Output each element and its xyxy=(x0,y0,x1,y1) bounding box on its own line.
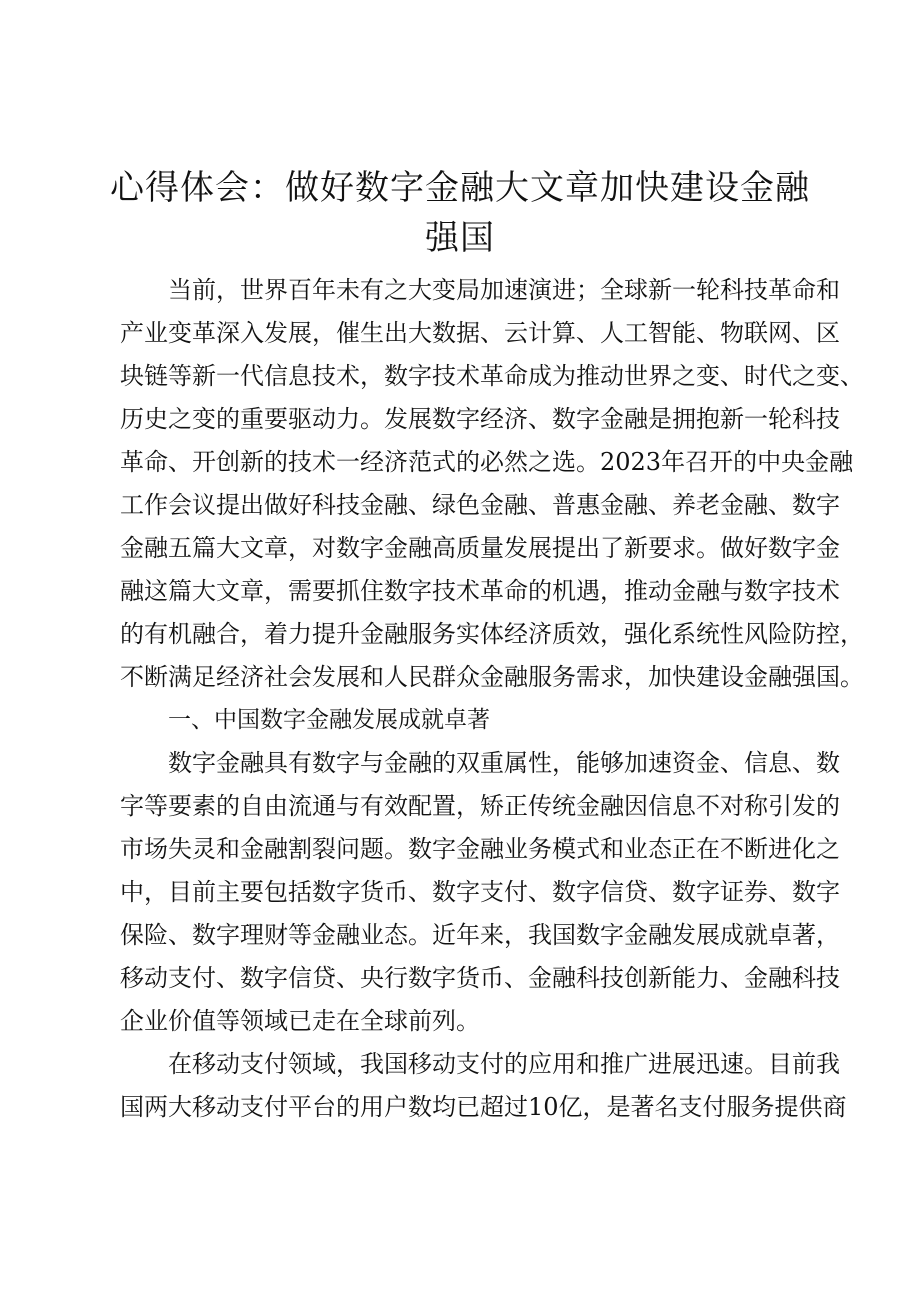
paragraph-3-line: 在移动支付领域，我国移动支付的应用和推广进展迅速。目前我 xyxy=(168,1050,840,1078)
paragraph-1-line: 革命、开创新的技术一经济范式的必然之选。2023年召开的中央金融 xyxy=(120,448,854,476)
paragraph-2-line: 市场失灵和金融割裂问题。数字金融业务模式和业态正在不断进化之 xyxy=(120,835,840,863)
paragraph-1-line: 工作会议提出做好科技金融、绿色金融、普惠金融、养老金融、数字 xyxy=(120,491,840,519)
paragraph-2-line: 移动支付、数字信贷、央行数字货币、金融科技创新能力、金融科技 xyxy=(120,964,840,992)
paragraph-1-line: 的有机融合，着力提升金融服务实体经济质效，强化系统性风险防控， xyxy=(120,620,864,648)
paragraph-1-line: 金融五篇大文章，对数字金融高质量发展提出了新要求。做好数字金 xyxy=(120,534,840,562)
paragraph-1-line: 产业变革深入发展，催生出大数据、云计算、人工智能、物联网、区 xyxy=(120,319,840,347)
paragraph-2-line: 企业价值等领域已走在全球前列。 xyxy=(120,1007,480,1035)
document-title-line-2: 强国 xyxy=(425,218,495,258)
paragraph-2-line: 字等要素的自由流通与有效配置，矫正传统金融因信息不对称引发的 xyxy=(120,792,840,820)
paragraph-1-line: 融这篇大文章，需要抓住数字技术革命的机遇，推动金融与数字技术 xyxy=(120,577,840,605)
paragraph-2-line: 数字金融具有数字与金融的双重属性，能够加速资金、信息、数 xyxy=(168,749,840,777)
document-title-line-1: 心得体会：做好数字金融大文章加快建设金融 xyxy=(110,168,810,208)
paragraph-1-line: 当前，世界百年未有之大变局加速演进；全球新一轮科技革命和 xyxy=(168,276,840,304)
paragraph-2-line: 保险、数字理财等金融业态。近年来，我国数字金融发展成就卓著， xyxy=(120,921,840,949)
section-heading-1: 一、中国数字金融发展成就卓著 xyxy=(168,707,490,733)
paragraph-1-line: 块链等新一代信息技术，数字技术革命成为推动世界之变、时代之变、 xyxy=(120,362,864,390)
paragraph-1-line: 不断满足经济社会发展和人民群众金融服务需求，加快建设金融强国。 xyxy=(120,663,864,691)
paragraph-3-line: 国两大移动支付平台的用户数均已超过10亿，是著名支付服务提供商 xyxy=(120,1093,847,1121)
paragraph-2-line: 中，目前主要包括数字货币、数字支付、数字信贷、数字证券、数字 xyxy=(120,878,840,906)
paragraph-1-line: 历史之变的重要驱动力。发展数字经济、数字金融是拥抱新一轮科技 xyxy=(120,405,840,433)
